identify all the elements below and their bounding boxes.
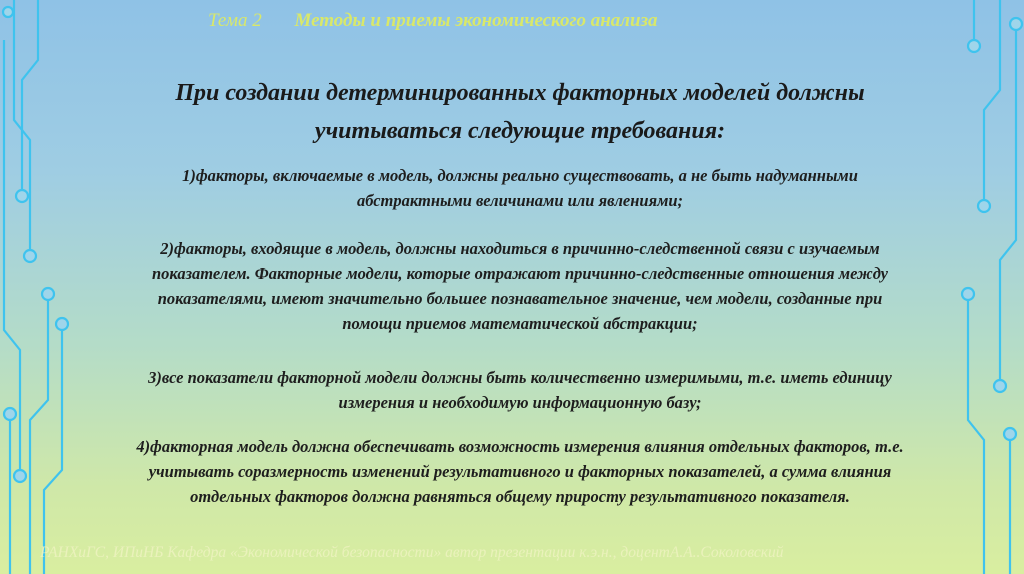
requirement-line: 2)факторы, входящие в модель, должны находиться в причинно-следственной связи с изучаемым xyxy=(160,239,880,258)
requirement-line: абстрактными величинами или явлениями; xyxy=(356,191,684,210)
requirement-line: отдельных факторов должна равняться общему приросту результативного показателя. xyxy=(190,487,850,506)
requirement-line: помощи приемов математической абстракции; xyxy=(342,314,698,333)
requirement-line: 4)факторная модель должна обеспечивать возможность измерения влияния отдельных факторов, т.е. xyxy=(136,437,904,456)
requirement-line: показателем. Факторные модели, которые отражают причинно-следственные отношения между xyxy=(151,264,889,283)
requirement-line: показателями, имеют значительно большее познавательное значение, чем модели, созданные при xyxy=(157,289,883,308)
requirement-1 xyxy=(30,163,1010,213)
heading-line: учитываться следующие требования: xyxy=(314,118,726,144)
requirement-4 xyxy=(30,434,1010,509)
slide-footer: РАНХиГС, ИПиНБ Кафедра «Экономической безопасности» автор презентации к.э.н., доцентА.А..Соколовский xyxy=(40,544,784,561)
requirement-line: учитывать соразмерность изменений результативного и факторных показателей, а сумма влияния xyxy=(148,462,892,481)
requirement-3 xyxy=(30,365,1010,415)
requirement-line: 1)факторы, включаемые в модель, должны реально существовать, а не быть надуманными xyxy=(182,166,858,185)
requirement-line: измерения и необходимую информационную базу; xyxy=(338,393,702,412)
heading-line: При создании детерминированных факторных моделей должны xyxy=(175,80,865,106)
requirement-line: 3)все показатели факторной модели должны быть количественно измеримыми, т.е. иметь единицу xyxy=(148,368,892,387)
topic-title: Методы и приемы экономического анализа xyxy=(294,10,658,31)
topic-number: Тема 2 xyxy=(208,10,262,31)
slide-header xyxy=(208,10,908,32)
slide-heading xyxy=(60,74,980,150)
requirement-2 xyxy=(30,236,1010,336)
